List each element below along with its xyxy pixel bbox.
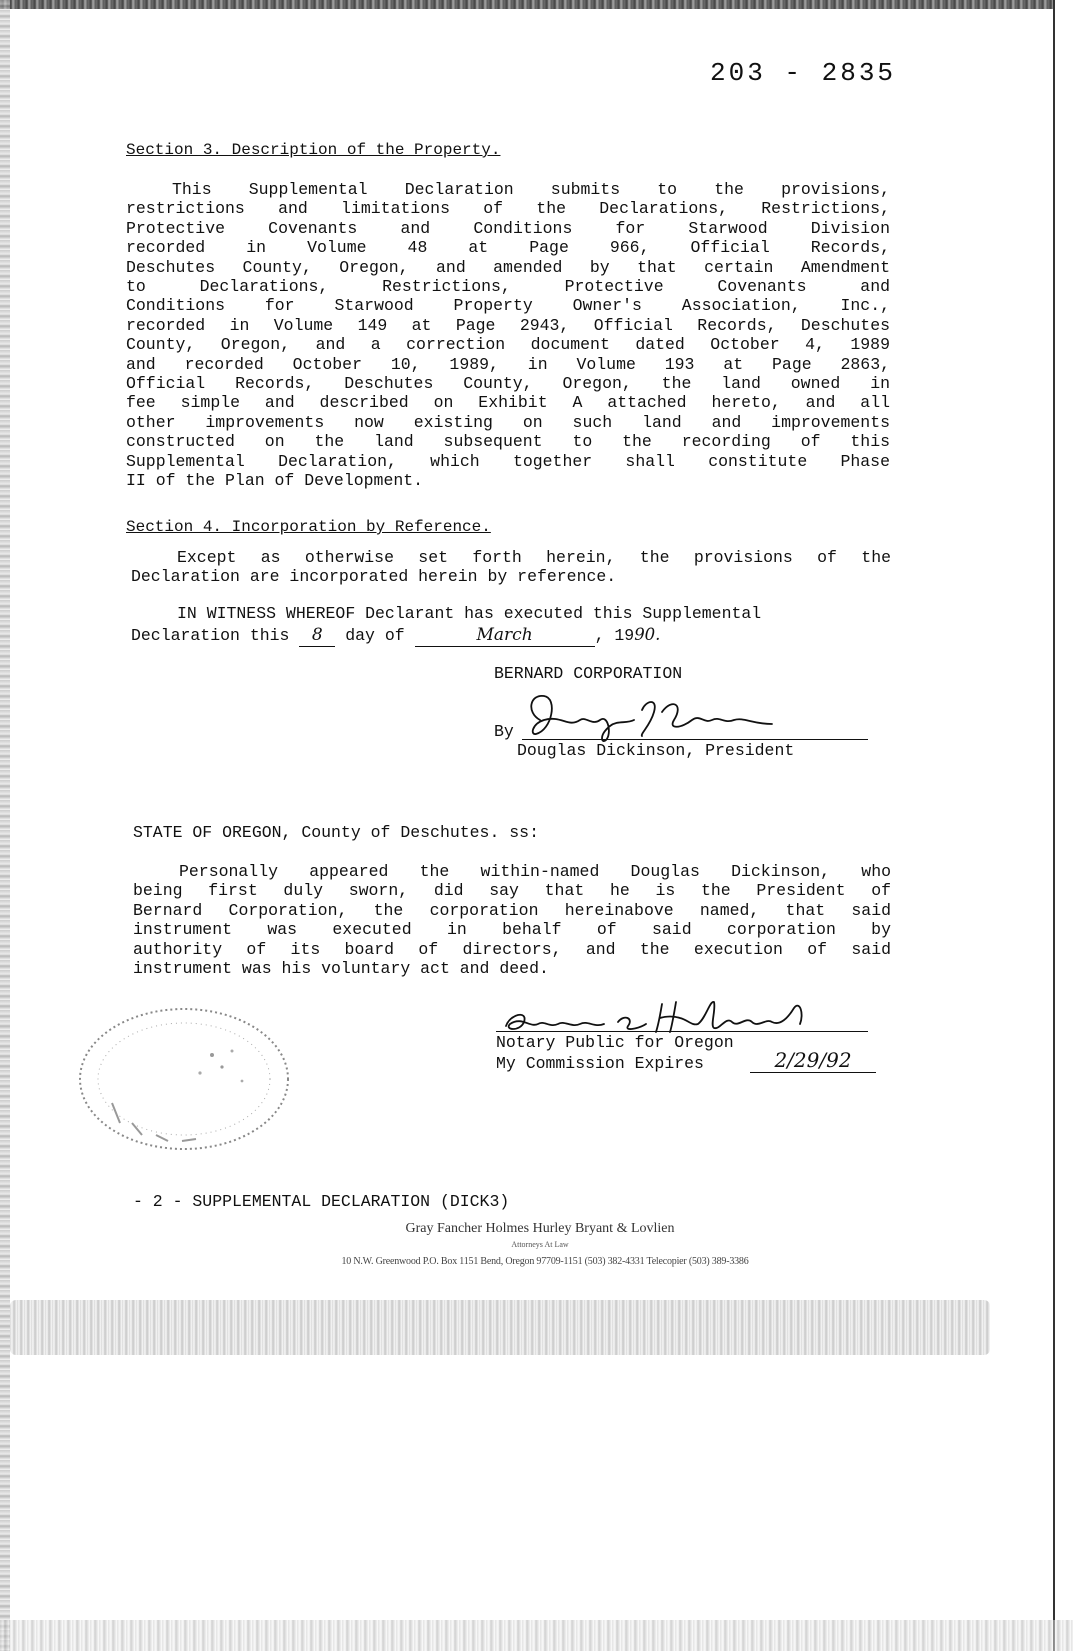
section-3-line: other improvements now existing on such land and improvements	[126, 412, 890, 432]
document-number: 203 - 2835	[710, 58, 897, 88]
notarial-line: Personally appeared the within-named Douglas Dickinson, who	[179, 862, 891, 881]
notarial-line: instrument was his voluntary act and deed.	[133, 959, 549, 979]
notarial-line: authority of its board of directors, and the execution of said	[133, 939, 891, 959]
witness-line-1: IN WITNESS WHEREOF Declarant has executed this Supplemental	[177, 604, 762, 623]
scan-artifact-left	[0, 0, 10, 1651]
law-firm-address: 10 N.W. Greenwood P.O. Box 1151 Bend, Oregon 97709-1151 (503) 382-4331 Telecopier (503) 389-3386	[341, 1256, 749, 1267]
section-3-line: Official Records, Deschutes County, Oregon, the land owned in	[126, 374, 890, 394]
section-3-line: constructed on the land subsequent to the recording of this	[126, 432, 890, 452]
witness-clause	[131, 603, 891, 647]
commission-date: 2/29/92	[750, 1048, 876, 1073]
page-footer-label: - 2 - SUPPLEMENTAL DECLARATION (DICK3)	[133, 1192, 510, 1211]
section-3-line: restrictions and limitations of the Declarations, Restrictions,	[126, 199, 890, 219]
notarial-line: being first duly sworn, did say that he is the President of	[133, 881, 891, 901]
state-county-line: STATE OF OREGON, County of Deschutes. ss:	[133, 823, 539, 842]
scan-artifact-right	[1053, 0, 1073, 1651]
section-3-line: fee simple and described on Exhibit A attached hereto, and all	[126, 393, 890, 413]
section-3-line: recorded in Volume 149 at Page 2943, Official Records, Deschutes	[126, 315, 890, 335]
law-firm-name: Gray Fancher Holmes Hurley Bryant & Lovlien	[405, 1221, 675, 1236]
by-label: By	[494, 722, 514, 741]
signature-line-notary	[496, 1031, 868, 1032]
section-3-line: and recorded October 10, 1989, in Volume 193 at Page 2863,	[126, 354, 890, 374]
section-4-line: Except as otherwise set forth herein, the provisions of the	[177, 548, 891, 567]
scan-artifact-bottom	[0, 1620, 1073, 1651]
notary-seal-icon	[72, 1003, 296, 1155]
notary-title: Notary Public for Oregon	[496, 1033, 734, 1052]
section-3-line: II of the Plan of Development.	[126, 471, 424, 491]
witness-month: March	[415, 625, 595, 647]
section-3-line: County, Oregon, and a correction document dated October 4, 1989	[126, 335, 890, 355]
signature-line-president	[522, 739, 868, 740]
signer-name-title: Douglas Dickinson, President	[517, 741, 795, 760]
witness-day-of: day of	[345, 626, 405, 645]
section-3-line: recorded in Volume 48 at Page 966, Official Records,	[126, 238, 890, 258]
notarial-line: Bernard Corporation, the corporation hereinabove named, that said	[133, 900, 891, 920]
section-3-line: to Declarations, Restrictions, Protective Covenants and	[126, 277, 890, 297]
section-4-heading: Section 4. Incorporation by Reference.	[126, 518, 491, 536]
section-3-line: Protective Covenants and Conditions for Starwood Division	[126, 218, 890, 238]
witness-day: 8	[299, 625, 335, 647]
section-4-line: Declaration are incorporated herein by reference.	[131, 567, 617, 587]
section-3-paragraph	[126, 180, 890, 491]
president-signature	[522, 690, 782, 746]
section-4-paragraph	[131, 548, 891, 587]
notarial-paragraph	[133, 862, 891, 978]
notarial-line: instrument was executed in behalf of said corporation by	[133, 920, 891, 940]
section-3-line: Supplemental Declaration, which together shall constitute Phase	[126, 451, 890, 471]
section-3-line: This Supplemental Declaration submits to the provisions,	[172, 180, 890, 199]
section-3-line: Conditions for Starwood Property Owner's Association, Inc.,	[126, 296, 890, 316]
corporation-name: BERNARD CORPORATION	[494, 664, 683, 683]
scan-artifact-top	[0, 0, 1073, 9]
witness-year-suffix: 90.	[634, 625, 661, 644]
witness-prefix: Declaration this	[131, 626, 290, 645]
law-firm-subtitle: Attorneys At Law	[511, 1240, 569, 1249]
witness-year-prefix: , 19	[594, 626, 635, 645]
commission-label: My Commission Expires	[496, 1054, 704, 1073]
scan-artifact-band	[10, 1300, 990, 1355]
section-3-line: Deschutes County, Oregon, and amended by that certain Amendment	[126, 257, 890, 277]
section-3-heading: Section 3. Description of the Property.	[126, 141, 501, 159]
